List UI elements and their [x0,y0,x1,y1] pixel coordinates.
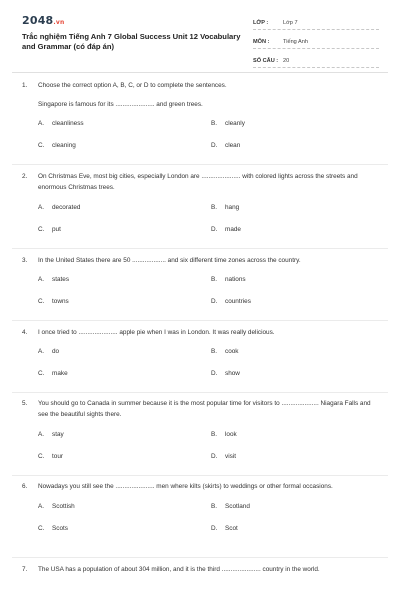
option-a[interactable] [38,120,84,127]
option-letter: B. [211,503,218,510]
option-letter: B. [211,431,218,438]
worksheet-meta [253,16,379,73]
question-number: 1. [22,82,28,89]
option-letter: C. [38,226,45,233]
option-text: do [52,348,60,355]
option-text: stay [52,431,64,438]
option-text: Scotland [225,503,250,510]
option-letter: A. [38,348,45,355]
option-c[interactable] [38,370,68,377]
option-letter: D. [211,298,218,305]
option-c[interactable] [38,226,61,233]
logo-suffix: .vn [53,19,65,26]
option-a[interactable] [38,431,64,438]
option-c[interactable] [38,453,63,460]
option-letter: D. [211,525,218,532]
meta-value: Lớp 7 [283,19,298,26]
answer-options [38,199,382,245]
option-text: countries [225,298,251,305]
option-text: cook [225,348,239,355]
question-divider [12,248,388,249]
option-letter: D. [211,226,218,233]
option-d[interactable] [211,453,236,460]
option-a[interactable] [38,204,80,211]
option-text: cleaning [52,142,76,149]
option-letter: B. [211,348,218,355]
option-text: Scot [225,525,238,532]
option-text: cleanliness [52,120,84,127]
option-letter: A. [38,503,45,510]
question-divider [12,164,388,165]
option-letter: C. [38,142,45,149]
meta-subject [253,35,379,49]
option-letter: A. [38,276,45,283]
option-letter: C. [38,298,45,305]
meta-question-count [253,54,379,68]
option-letter: B. [211,120,218,127]
answer-options [38,344,382,390]
option-text: made [225,226,241,233]
question-text: On Christmas Eve, most big cities, especially London are ...................... with colored lights across the streets and enormous Christmas trees. [38,173,358,191]
question-text: You should go to Canada in summer because it is the most popular time for visitors to ..................... Niagara Falls and see the beautiful sights there. [38,400,371,418]
option-text: look [225,431,237,438]
option-c[interactable] [38,298,69,305]
question-prompt [22,255,382,266]
option-text: states [52,276,70,283]
question-1 [22,80,382,162]
question-text: Nowadays you still see the ...................... men where kilts (skirts) to weddings or other formal occasions. [38,483,333,490]
question-number: 5. [22,400,28,407]
option-text: make [52,370,68,377]
option-d[interactable] [211,226,241,233]
option-a[interactable] [38,503,75,510]
question-6 [22,481,382,544]
answer-options [38,426,382,472]
option-text: hang [225,204,240,211]
question-prompt [22,481,382,492]
question-divider [12,320,388,321]
option-letter: C. [38,525,45,532]
option-letter: A. [38,431,45,438]
option-letter: A. [38,120,45,127]
question-2 [22,171,382,245]
option-text: Scots [52,525,68,532]
option-letter: B. [211,276,218,283]
option-b[interactable] [211,431,237,438]
question-number: 7. [22,566,28,573]
option-text: visit [225,453,237,460]
question-divider [12,475,388,476]
option-letter: B. [211,204,218,211]
meta-label: SỐ CÂU : [253,57,279,64]
option-b[interactable] [211,204,239,211]
question-text: I once tried to ...................... apple pie when I was in London. It was really delicious. [38,329,275,336]
option-letter: D. [211,370,218,377]
meta-class [253,16,379,30]
option-text: towns [52,298,69,305]
meta-value: Tiếng Anh [283,38,308,45]
question-prompt [22,171,382,193]
option-text: show [225,370,240,377]
option-letter: D. [211,142,218,149]
option-text: put [52,226,61,233]
answer-options [38,272,382,318]
option-d[interactable] [211,525,238,532]
question-divider [12,557,388,558]
option-a[interactable] [38,276,69,283]
question-text-2: Singapore is famous for its ...................... and green trees. [38,101,203,108]
option-letter: C. [38,370,45,377]
question-number: 6. [22,483,28,490]
option-text: Scottish [52,503,75,510]
meta-label: MÔN : [253,38,270,45]
answer-options [38,116,382,162]
question-number: 4. [22,329,28,336]
meta-value: 20 [283,57,290,64]
question-number: 2. [22,173,28,180]
option-c[interactable] [38,525,68,532]
option-letter: D. [211,453,218,460]
option-text: cleanly [225,120,245,127]
option-letter: C. [38,453,45,460]
question-prompt [22,327,382,338]
option-b[interactable] [211,348,239,355]
option-text: decorated [52,204,81,211]
option-d[interactable] [211,142,240,149]
meta-label: LỚP : [253,19,269,26]
option-letter: A. [38,204,45,211]
option-d[interactable] [211,370,240,377]
option-b[interactable] [211,503,250,510]
question-5 [22,398,382,472]
answer-options [38,498,382,544]
question-4 [22,327,382,390]
option-d[interactable] [211,298,251,305]
option-text: nations [225,276,246,283]
question-prompt [22,564,382,575]
logo-main: 2048 [22,14,54,27]
question-sentence [22,99,382,110]
option-b[interactable] [211,276,246,283]
question-7 [22,564,382,575]
question-divider [12,392,388,393]
option-b[interactable] [211,120,245,127]
option-text: tour [52,453,64,460]
header-divider [12,72,388,73]
option-a[interactable] [38,348,59,355]
question-3 [22,255,382,318]
question-text: In the United States there are 50 ................... and six different time zones across the country. [38,257,301,264]
question-text: Choose the correct option A, B, C, or D to complete the sentences. [38,82,227,89]
question-text: The USA has a population of about 304 million, and it is the third ...................... country in the world. [38,566,320,573]
question-prompt [22,80,382,91]
worksheet-title: Trắc nghiệm Tiếng Anh 7 Global Success Unit 12 Vocabulary and Grammar (có đáp án) [22,32,241,51]
option-text: clean [225,142,241,149]
question-prompt [22,398,382,420]
option-c[interactable] [38,142,76,149]
site-logo[interactable] [22,14,64,27]
question-number: 3. [22,257,28,264]
